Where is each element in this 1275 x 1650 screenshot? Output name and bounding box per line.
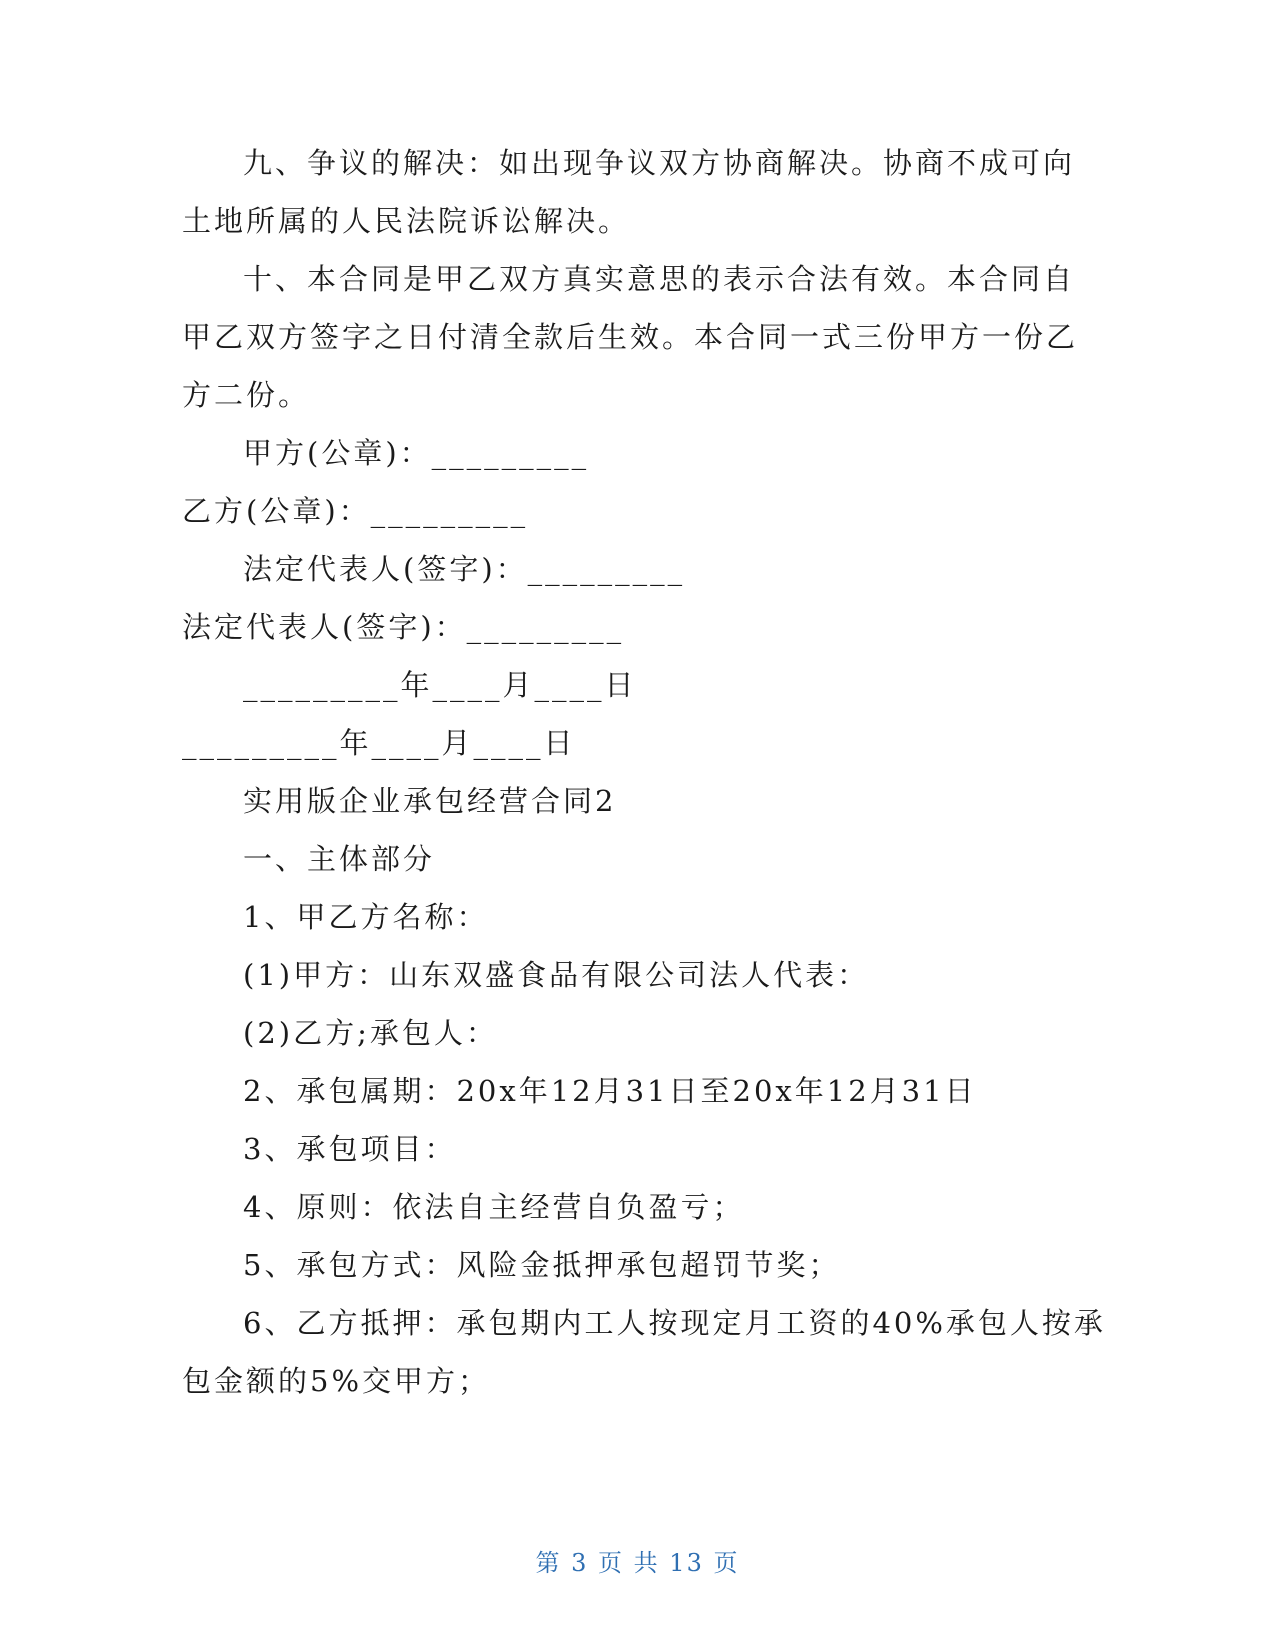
item-3: 3、承包项目： (243, 1132, 457, 1166)
party-a-date-line: _________年____月____日 (243, 668, 637, 702)
item-5: 5、承包方式：风险金抵押承包超罚节奖； (243, 1248, 841, 1282)
paragraph-ten-line-2: 甲乙双方签字之日付清全款后生效。本合同一式三份甲方一份乙 (182, 320, 1079, 354)
paragraph-ten-line-1: 十、本合同是甲乙双方真实意思的表示合法有效。本合同自 (243, 262, 1076, 296)
party-b-date-line: _________年____月____日 (182, 726, 576, 760)
paragraph-nine-line-1: 九、争议的解决：如出现争议双方协商解决。协商不成可向 (243, 146, 1076, 180)
item-2: 2、承包属期：20x年12月31日至20x年12月31日 (243, 1074, 977, 1108)
party-b-representative-line: 法定代表人(签字)：_________ (182, 610, 625, 644)
paragraph-nine-line-2: 土地所属的人民法院诉讼解决。 (182, 204, 631, 238)
item-1-sub-2: (2)乙方;承包人： (243, 1016, 498, 1050)
party-b-seal-line: 乙方(公章)：_________ (182, 494, 529, 528)
contract-title: 实用版企业承包经营合同2 (243, 784, 617, 818)
party-a-seal-line: 甲方(公章)：_________ (243, 436, 590, 470)
item-6-line-2: 包金额的5%交甲方； (182, 1364, 491, 1398)
item-1-sub-1: (1)甲方：山东双盛食品有限公司法人代表： (243, 958, 870, 992)
item-6-line-1: 6、乙方抵押：承包期内工人按现定月工资的40%承包人按承 (243, 1306, 1106, 1340)
section-heading: 一、主体部分 (243, 842, 436, 876)
item-4: 4、原则：依法自主经营自负盈亏； (243, 1190, 745, 1224)
page-number-footer: 第 3 页 共 13 页 (535, 1549, 740, 1577)
paragraph-ten-line-3: 方二份。 (182, 378, 311, 412)
party-a-representative-line: 法定代表人(签字)：_________ (243, 552, 686, 586)
item-1: 1、甲乙方名称： (243, 900, 489, 934)
